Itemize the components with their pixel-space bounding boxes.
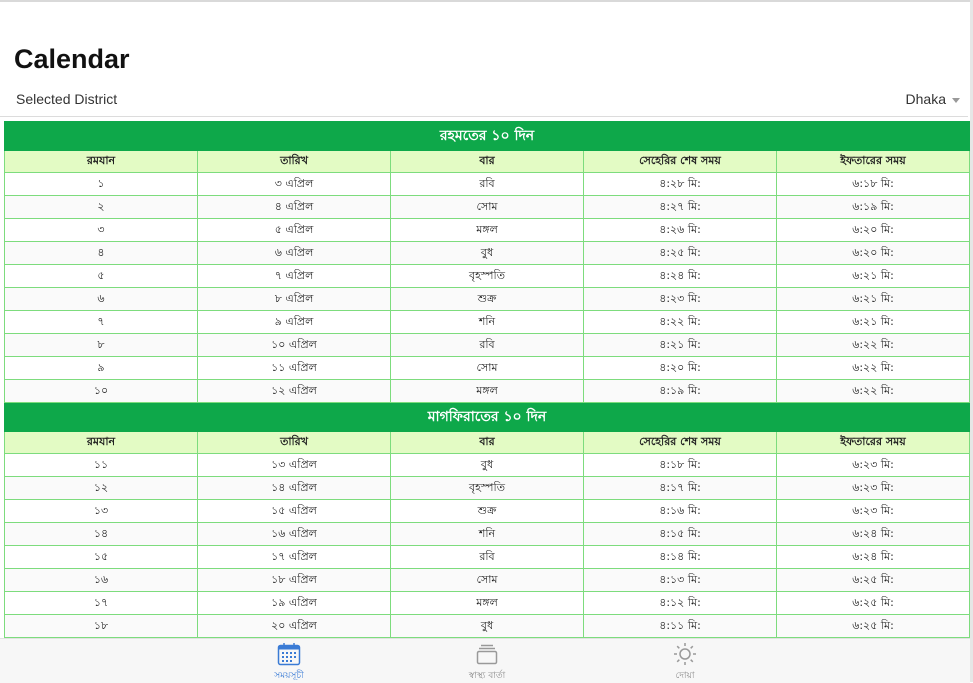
table-row [5, 242, 970, 265]
table-row [5, 523, 970, 546]
table-cell: ৪:২২ মি: [584, 311, 777, 334]
table-cell: মঙ্গল [391, 592, 584, 615]
table-cell: ৪:২০ মি: [584, 357, 777, 380]
table-cell: ৮ [5, 334, 198, 357]
table-cell: মঙ্গল [391, 219, 584, 242]
table-cell: ৬:২৫ মি: [777, 592, 970, 615]
table-row [5, 477, 970, 500]
section-title: রহমতের ১০ দিন [5, 122, 970, 151]
district-value: Dhaka [905, 91, 946, 107]
section-header-row [5, 403, 970, 432]
column-header: সেহেরির শেষ সময় [584, 432, 777, 454]
table-cell: শুক্র [391, 500, 584, 523]
table-cell: ৪:১৮ মি: [584, 454, 777, 477]
table-cell: ৪:১৫ মি: [584, 523, 777, 546]
section-header-row [5, 122, 970, 151]
table-row [5, 592, 970, 615]
table-row [5, 196, 970, 219]
table-row [5, 173, 970, 196]
tab-schedule[interactable] [229, 641, 349, 683]
table-cell: ৪:১২ মি: [584, 592, 777, 615]
table-row [5, 288, 970, 311]
stack-icon [474, 641, 500, 667]
table-cell: ৬ [5, 288, 198, 311]
table-cell: বৃহস্পতি [391, 265, 584, 288]
table-cell: ৬:২৩ মি: [777, 477, 970, 500]
table-cell: ৯ [5, 357, 198, 380]
table-cell: ১৮ [5, 615, 198, 638]
table-cell: ১৫ [5, 546, 198, 569]
sun-icon [672, 641, 698, 667]
table-row [5, 569, 970, 592]
table-cell: ৬:২৫ মি: [777, 569, 970, 592]
column-header: রমযান [5, 432, 198, 454]
district-dropdown[interactable] [906, 91, 960, 107]
column-header-row [5, 151, 970, 173]
table-cell: ৭ এপ্রিল [198, 265, 391, 288]
table-cell: ৬:২৩ মি: [777, 500, 970, 523]
page-title: Calendar [14, 44, 130, 74]
table-row [5, 380, 970, 403]
table-cell: ৪ এপ্রিল [198, 196, 391, 219]
calendar-icon [276, 641, 302, 667]
table-cell: ১৮ এপ্রিল [198, 569, 391, 592]
tab-dua[interactable] [625, 641, 745, 683]
table-cell: ১৯ এপ্রিল [198, 592, 391, 615]
table-cell: ৬:২০ মি: [777, 242, 970, 265]
table-cell: ১৭ এপ্রিল [198, 546, 391, 569]
table-cell: ৬:২২ মি: [777, 357, 970, 380]
table-cell: ১৪ [5, 523, 198, 546]
table-cell: ৪:১১ মি: [584, 615, 777, 638]
table-cell: ৯ এপ্রিল [198, 311, 391, 334]
column-header: তারিখ [198, 151, 391, 173]
table-row [5, 546, 970, 569]
table-row [5, 454, 970, 477]
table-cell: শনি [391, 311, 584, 334]
column-header: বার [391, 151, 584, 173]
table-cell: ৪:২৪ মি: [584, 265, 777, 288]
table-cell: মঙ্গল [391, 380, 584, 403]
table-cell: ৮ এপ্রিল [198, 288, 391, 311]
table-cell: বুধ [391, 615, 584, 638]
table-row [5, 265, 970, 288]
table-row [5, 311, 970, 334]
table-cell: ৪:২৬ মি: [584, 219, 777, 242]
table-cell: শনি [391, 523, 584, 546]
table-cell: ৪ [5, 242, 198, 265]
table-cell: রবি [391, 546, 584, 569]
table-cell: ১৪ এপ্রিল [198, 477, 391, 500]
table-cell: ৬:২৩ মি: [777, 454, 970, 477]
column-header: বার [391, 432, 584, 454]
section-title: মাগফিরাতের ১০ দিন [5, 403, 970, 432]
table-cell: ১২ এপ্রিল [198, 380, 391, 403]
table-cell: বুধ [391, 454, 584, 477]
table-cell: ২০ এপ্রিল [198, 615, 391, 638]
bottom-tab-bar [0, 638, 970, 683]
table-cell: সোম [391, 357, 584, 380]
table-cell: রবি [391, 334, 584, 357]
table-cell: ৬:২০ মি: [777, 219, 970, 242]
table-cell: ৬:১৯ মি: [777, 196, 970, 219]
table-cell: ৬:১৮ মি: [777, 173, 970, 196]
table-cell: ৪:২৭ মি: [584, 196, 777, 219]
table-cell: ১ [5, 173, 198, 196]
column-header: ইফতারের সময় [777, 151, 970, 173]
chevron-down-icon [952, 98, 960, 103]
table-cell: শুক্র [391, 288, 584, 311]
tab-label-schedule: সময়সূচী [274, 671, 304, 681]
column-header: সেহেরির শেষ সময় [584, 151, 777, 173]
table-cell: ৪:২৮ মি: [584, 173, 777, 196]
table-cell: ১১ এপ্রিল [198, 357, 391, 380]
tab-label-dua: দোয়া [675, 671, 695, 681]
table-cell: ১২ [5, 477, 198, 500]
table-cell: ১০ এপ্রিল [198, 334, 391, 357]
column-header: রমযান [5, 151, 198, 173]
table-cell: ৪:১৯ মি: [584, 380, 777, 403]
table-row [5, 334, 970, 357]
table-row [5, 357, 970, 380]
table-cell: ৬:২২ মি: [777, 380, 970, 403]
table-cell: ৬ এপ্রিল [198, 242, 391, 265]
table-cell: ৫ [5, 265, 198, 288]
table-cell: ২ [5, 196, 198, 219]
table-cell: ৬:২২ মি: [777, 334, 970, 357]
table-cell: ৪:২১ মি: [584, 334, 777, 357]
table-row [5, 615, 970, 638]
table-cell: ৩ এপ্রিল [198, 173, 391, 196]
table-row [5, 219, 970, 242]
table-cell: বুধ [391, 242, 584, 265]
column-header-row [5, 432, 970, 454]
table-cell: ৪:২৩ মি: [584, 288, 777, 311]
table-cell: ১১ [5, 454, 198, 477]
ramadan-calendar-table-container[interactable] [4, 121, 970, 638]
table-cell: ৬:২৪ মি: [777, 546, 970, 569]
ramadan-calendar-table [4, 121, 970, 638]
table-row [5, 500, 970, 523]
district-selector-row[interactable] [0, 88, 968, 117]
table-cell: ১৭ [5, 592, 198, 615]
table-cell: ৬:২১ মি: [777, 288, 970, 311]
tab-health-message[interactable] [427, 641, 547, 683]
table-cell: ১৬ [5, 569, 198, 592]
district-label: Selected District [16, 91, 118, 107]
table-cell: ৪:১৪ মি: [584, 546, 777, 569]
table-cell: ৪:১৭ মি: [584, 477, 777, 500]
table-cell: ৫ এপ্রিল [198, 219, 391, 242]
table-cell: সোম [391, 196, 584, 219]
table-cell: ১৩ এপ্রিল [198, 454, 391, 477]
table-cell: ৬:২১ মি: [777, 265, 970, 288]
table-cell: ৩ [5, 219, 198, 242]
tab-label-health-message: স্বাস্থ্য বার্তা [468, 671, 506, 681]
window-top-border [0, 0, 973, 2]
table-cell: ১০ [5, 380, 198, 403]
column-header: তারিখ [198, 432, 391, 454]
table-cell: ৭ [5, 311, 198, 334]
table-cell: বৃহস্পতি [391, 477, 584, 500]
table-cell: ১৩ [5, 500, 198, 523]
table-cell: ১৬ এপ্রিল [198, 523, 391, 546]
table-cell: ৪:১৬ মি: [584, 500, 777, 523]
table-cell: ৬:২৪ মি: [777, 523, 970, 546]
table-cell: ৪:২৫ মি: [584, 242, 777, 265]
table-cell: ৬:২১ মি: [777, 311, 970, 334]
table-cell: সোম [391, 569, 584, 592]
table-cell: ৪:১৩ মি: [584, 569, 777, 592]
table-cell: ৬:২৫ মি: [777, 615, 970, 638]
column-header: ইফতারের সময় [777, 432, 970, 454]
table-cell: ১৫ এপ্রিল [198, 500, 391, 523]
table-cell: রবি [391, 173, 584, 196]
